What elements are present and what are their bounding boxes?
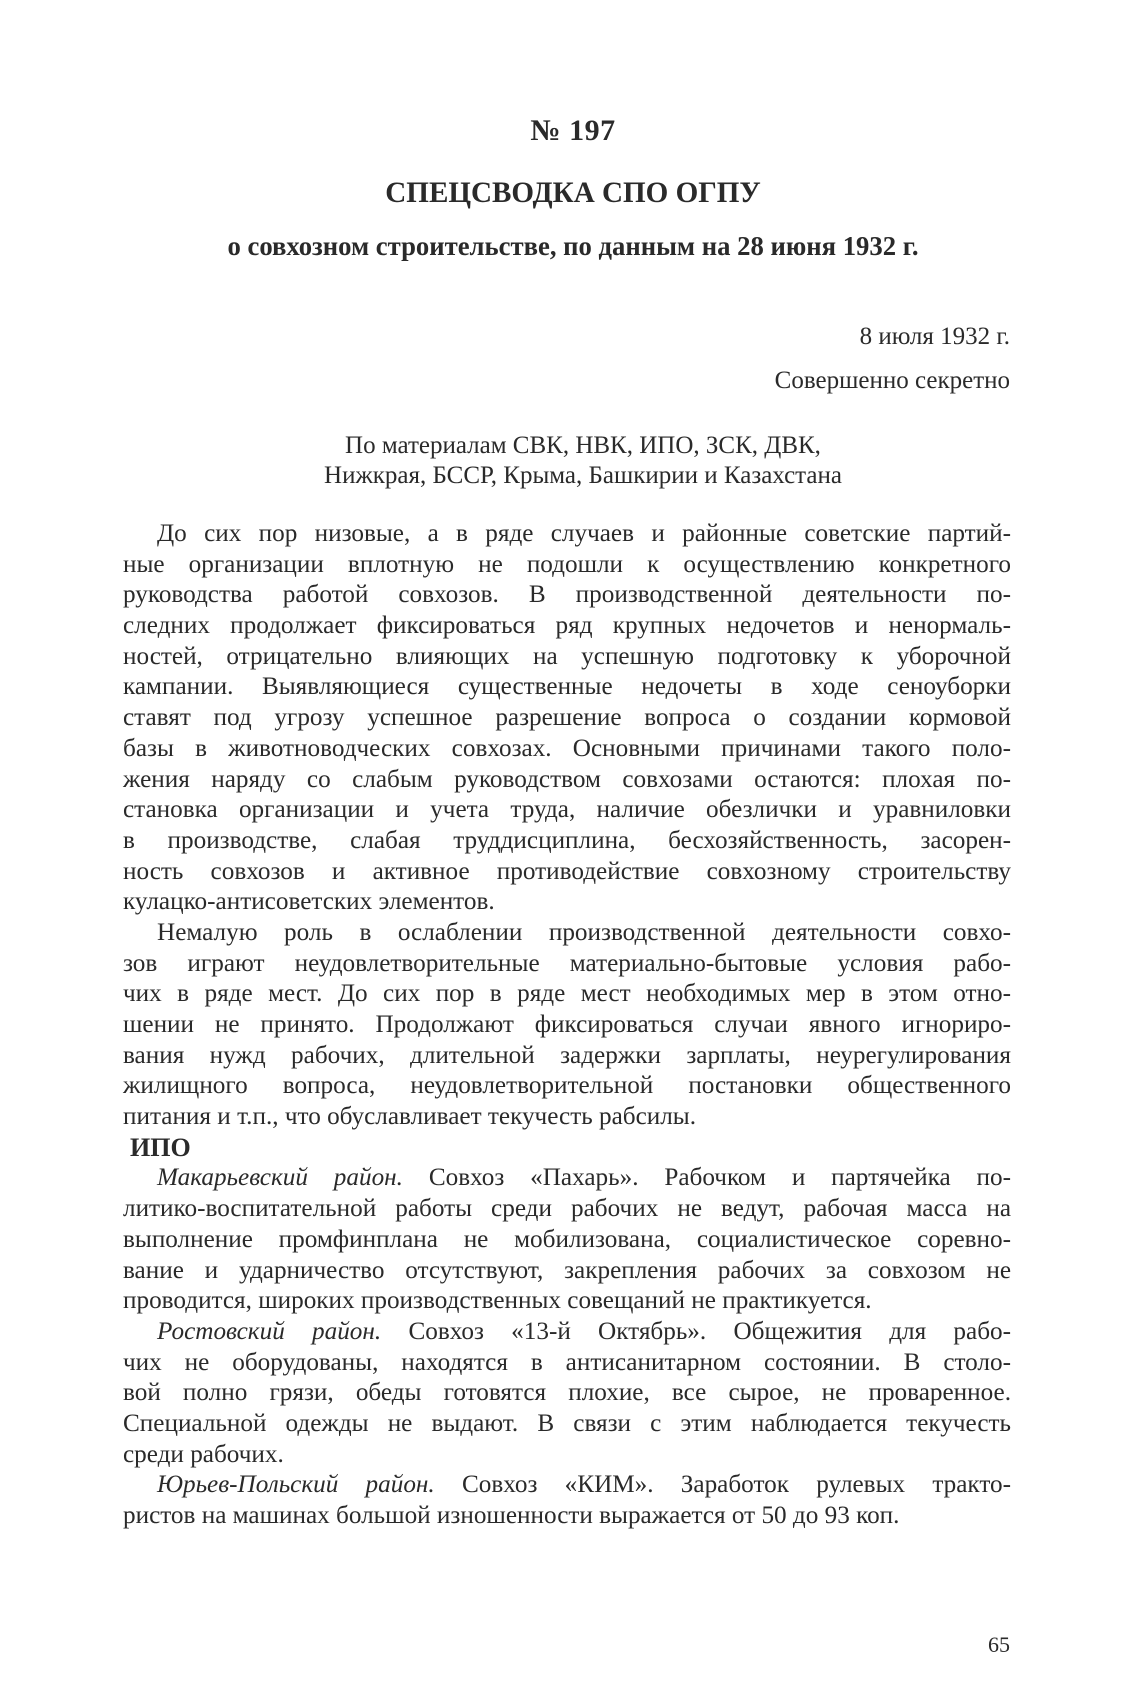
text-line: литико-воспитательной работы среди рабочих не ведут, рабочая масса на xyxy=(123,1195,1011,1223)
text-line: базы в животноводческих совхозах. Основными причинами такого поло- xyxy=(123,734,1011,762)
document-title: СПЕЦСВОДКА СПО ОГПУ xyxy=(385,176,761,209)
sources-note xyxy=(0,431,1146,491)
text-line: становка организации и учета труда, наличие обезлички и уравниловки xyxy=(123,796,1011,824)
document-body xyxy=(123,519,1011,1532)
text-line: Немалую роль в ослаблении производственной деятельности совхо- xyxy=(157,918,1011,946)
entry-rostovsky xyxy=(123,1317,1011,1470)
text-line: зов играют неудовлетворительные материально-бытовые условия рабо- xyxy=(123,949,1011,977)
text-line xyxy=(123,1317,1011,1348)
document-subtitle: о совхозном строительстве, по данным на 28 июня 1932 г. xyxy=(227,230,919,261)
text-line: вой полно грязи, обеды готовятся плохие, все сырое, не проваренное. xyxy=(123,1379,1011,1407)
classification-label: Совершенно секретно xyxy=(774,367,1010,394)
entry-makarievsky xyxy=(123,1163,1011,1316)
text-line xyxy=(123,1163,1011,1194)
district-name: Ростовский район. xyxy=(157,1317,382,1345)
text-line: руководства работой совхозов. В производственной деятельности по- xyxy=(123,581,1011,609)
paragraph-intro xyxy=(123,519,1011,918)
text-line: питания и т.п., что обуславливает текучесть рабсилы. xyxy=(123,1103,697,1131)
text-line: ные организации вплотную не подошли к осуществлению конкретного xyxy=(123,550,1011,578)
entry-text: Совхоз «КИМ». Заработок рулевых тракто- xyxy=(461,1471,1011,1499)
text-line: До сих пор низовые, а в ряде случаев и районные советские партий- xyxy=(157,520,1011,547)
text-line: ностей, отрицательно влияющих на успешную подготовку к уборочной xyxy=(123,642,1011,670)
entry-yuryev-polsky xyxy=(123,1470,1011,1531)
text-line: Специальной одежды не выдают. В связи с этим наблюдается текучесть xyxy=(123,1409,1011,1437)
text-line: кампании. Выявляющиеся существенные недочеты в ходе сеноуборки xyxy=(123,673,1011,701)
paragraph-conditions xyxy=(123,918,1011,1133)
text-line: выполнение промфинплана не мобилизована, социалистическое соревно- xyxy=(123,1225,1011,1253)
text-line: шении не принято. Продолжают фиксироваться случаи явного игнориро- xyxy=(123,1011,1011,1038)
document-number: № 197 xyxy=(530,114,616,147)
district-name: Макарьевский район. xyxy=(157,1164,403,1192)
sources-line: Нижкрая, БССР, Крыма, Башкирии и Казахстана xyxy=(324,462,842,489)
text-line: следних продолжает фиксироваться ряд крупных недочетов и ненормаль- xyxy=(123,612,1011,640)
text-line: ставят под угрозу успешное разрешение вопроса о создании кормовой xyxy=(123,704,1011,732)
text-line: вания нужд рабочих, длительной задержки зарплаты, неурегулирования xyxy=(123,1041,1011,1069)
page-number: 65 xyxy=(988,1632,1010,1657)
text-line: в производстве, слабая труддисциплина, бесхозяйственность, засорен- xyxy=(123,826,1011,854)
text-line: ность совхозов и активное противодействие совхозному строительству xyxy=(123,857,1011,885)
text-line: жения наряду со слабым руководством совхозами остаются: плохая по- xyxy=(123,765,1011,793)
text-line: проводится, широких производственных совещаний не практикуется. xyxy=(123,1287,872,1315)
text-line: жилищного вопроса, неудовлетворительной постановки общественного xyxy=(123,1072,1011,1100)
section-heading: ИПО xyxy=(130,1132,191,1162)
text-line: вание и ударничество отсутствуют, закрепления рабочих за совхозом не xyxy=(123,1256,1011,1284)
text-line xyxy=(123,1470,1011,1501)
document-date: 8 июля 1932 г. xyxy=(859,323,1010,350)
entry-text: Совхоз «Пахарь». Рабочком и партячейка по- xyxy=(428,1164,1012,1192)
entry-text: Совхоз «13-й Октябрь». Общежития для рабо- xyxy=(408,1317,1012,1345)
text-line: среди рабочих. xyxy=(123,1440,284,1468)
text-line: чих в ряде мест. До сих пор в ряде мест необходимых мер в этом отно- xyxy=(123,980,1011,1008)
text-line: ристов на машинах большой изношенности выражается от 50 до 93 коп. xyxy=(123,1502,900,1529)
text-line: чих не оборудованы, находятся в антисанитарном состоянии. В столо- xyxy=(123,1348,1011,1376)
sources-line: По материалам СВК, НВК, ИПО, ЗСК, ДВК, xyxy=(345,432,821,459)
text-line: кулацко-антисоветских элементов. xyxy=(123,888,495,916)
district-name: Юрьев-Польский район. xyxy=(157,1471,435,1499)
